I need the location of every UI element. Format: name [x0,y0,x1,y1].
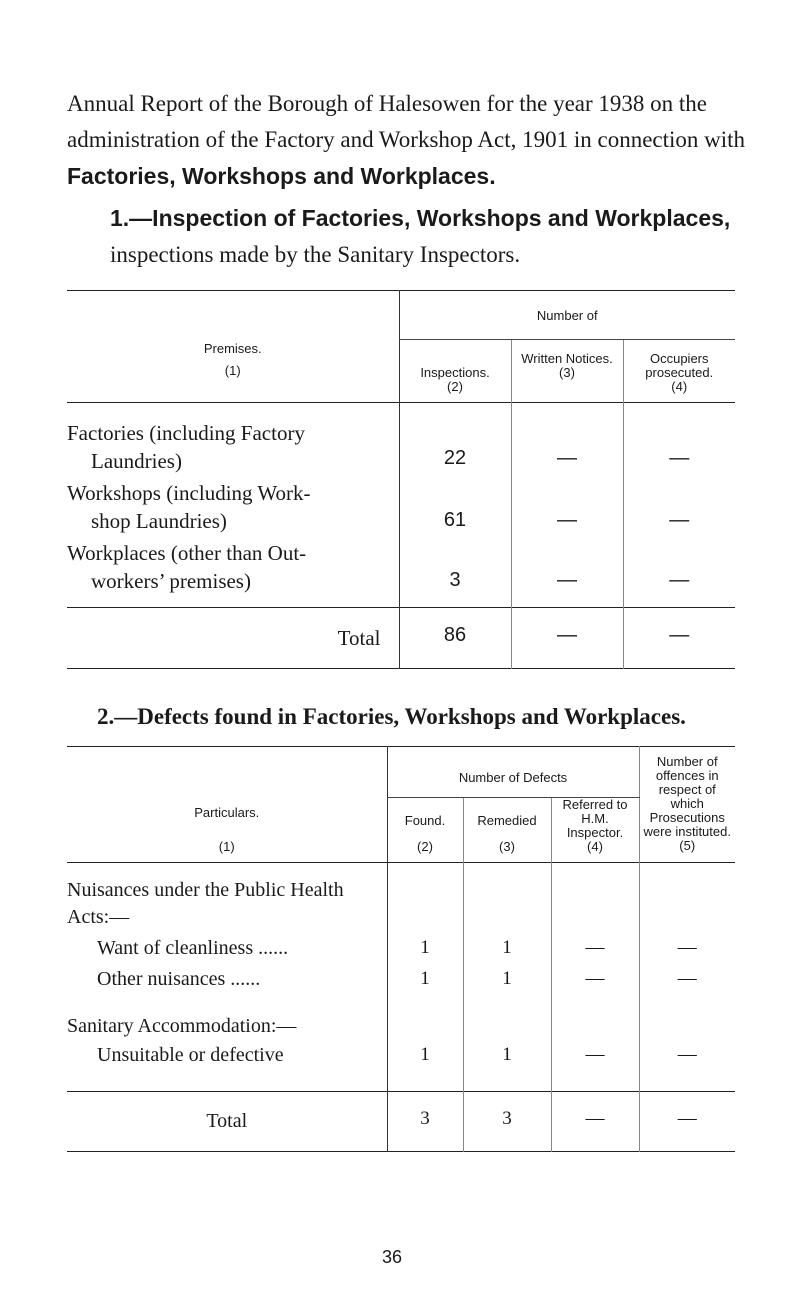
inspections-table [67,290,735,669]
found-header: Found. (2) [387,798,463,863]
total-found: 3 [387,1092,463,1152]
inspections-cell: 3 [399,535,511,608]
section1-heading-bold: 1.—Inspection of Factories, Workshops and Workplaces, [110,205,731,231]
offences-header: Number of offences in respect of which Prosecutions were instituted. (5) [639,747,735,863]
section1-heading [110,200,770,273]
notices-cell: — [511,475,623,535]
remedied-cell: 1 [463,962,551,1009]
table-row-label: Factories (including Factory Laundries) [67,421,305,473]
prosecuted-cell: — [623,475,735,535]
found-cell: 1 [387,931,463,962]
table-row-label: Other nuisances ...... [97,968,261,990]
notices-cell: — [511,535,623,608]
table-row-label: Workplaces (other than Out- workers’ premises) [67,541,307,593]
offences-cell: — [639,931,735,962]
found-cell: 1 [387,962,463,1009]
total-notices: — [511,608,623,669]
referred-cell: — [551,962,639,1009]
referred-cell: — [551,1040,639,1092]
total-offences: — [639,1092,735,1152]
sanitary-group-label: Sanitary Accommodation:— [67,1015,297,1037]
report-intro [67,86,757,195]
notices-header: Written Notices. (3) [511,340,623,403]
prosecuted-cell: — [623,403,735,476]
number-of-header: Number of [399,291,735,340]
remedied-cell: 1 [463,931,551,962]
particulars-header: Particulars. (1) [194,805,260,854]
table-row-label: Unsuitable or defective [97,1044,284,1066]
offences-cell: — [639,962,735,1009]
referred-header: Referred to H.M. Inspector. (4) [551,798,639,863]
number-of-defects-header: Number of Defects [387,747,639,798]
notices-cell: — [511,403,623,476]
referred-cell: — [551,931,639,962]
intro-text: Annual Report of the Borough of Halesowen for the year 1938 on the administration of the Factory and Workshop Act, 1901 in connection with [67,91,746,152]
defects-table [67,746,735,1152]
offences-cell: — [639,1040,735,1092]
total-referred: — [551,1092,639,1152]
table-row-label: Want of cleanliness ...... [97,937,289,959]
total-remedied: 3 [463,1092,551,1152]
remedied-header: Remedied (3) [463,798,551,863]
prosecuted-cell: — [623,535,735,608]
section1-heading-rest: inspections made by the Sanitary Inspectors. [110,242,521,267]
section2-heading: 2.—Defects found in Factories, Workshops and Workplaces. [97,704,686,729]
total-inspections: 86 [399,608,511,669]
table-row-label: Workshops (including Work- shop Laundries) [67,481,311,533]
found-cell: 1 [387,1040,463,1092]
total-prosecuted: — [623,608,735,669]
total-label: Total [337,626,381,650]
nuisances-group-label: Nuisances under the Public Health Acts:— [67,879,344,928]
inspections-cell: 22 [399,403,511,476]
remedied-cell: 1 [463,1040,551,1092]
page-number: 36 [382,1247,403,1267]
total-label: Total [206,1110,248,1132]
inspections-cell: 61 [399,475,511,535]
intro-bold-text: Factories, Workshops and Workplaces. [67,163,496,189]
inspections-header: Inspections. (2) [399,340,511,403]
prosecuted-header: Occupiers prosecuted. (4) [623,340,735,403]
premises-header: Premises. (1) [203,340,262,378]
